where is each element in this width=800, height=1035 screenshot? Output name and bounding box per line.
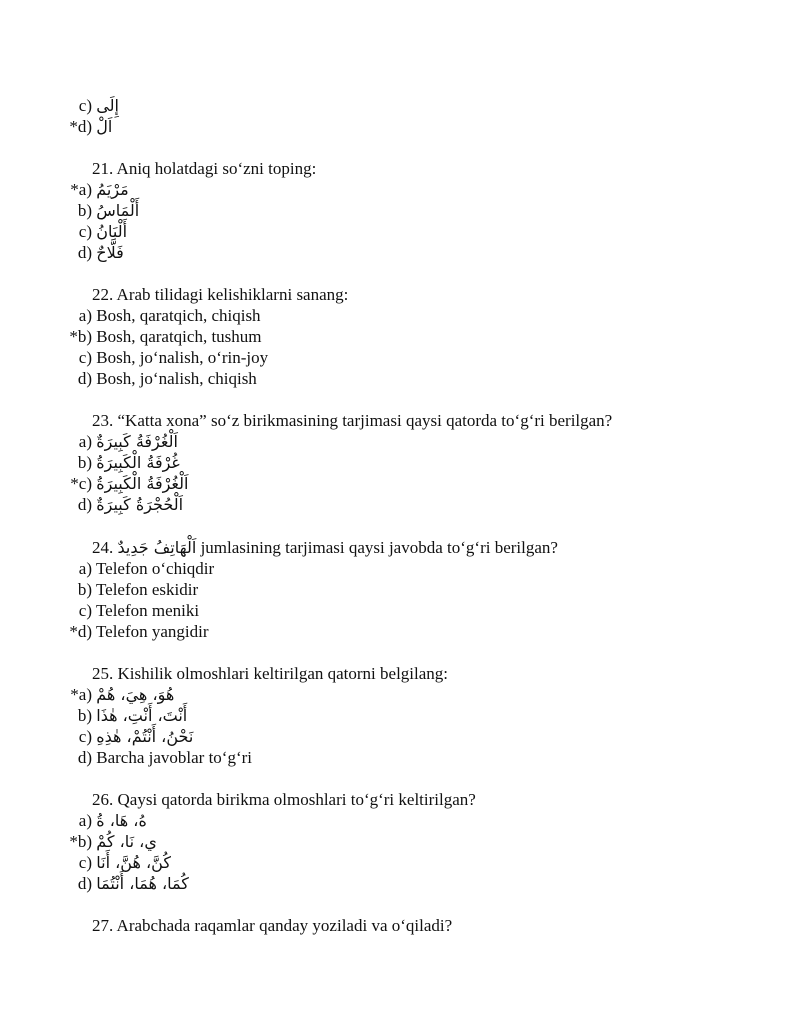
option-label: c) [78, 853, 92, 872]
list-item [0, 831, 157, 852]
option-text: أَلْمَاسُ [96, 201, 140, 220]
option-label: c) [78, 601, 92, 620]
option-label: *b) [69, 832, 92, 851]
option-text: Bosh, jo‘nalish, chiqish [96, 369, 257, 388]
option-label: c) [78, 222, 92, 241]
option-text: Telefon eskidir [95, 580, 199, 599]
option-label: *d) [69, 117, 92, 136]
list-item [0, 473, 188, 494]
question-title: 25. Kishilik olmoshlari keltirilgan qatorni belgilang: [92, 664, 449, 683]
option-text: أَنْتَ، أَنْتِ، هٰذَا [96, 706, 188, 725]
option-label: b) [77, 453, 92, 472]
option-text: كُمَا، هُمَا، أَنْتُمَا [96, 874, 189, 893]
list-item [0, 494, 183, 515]
option-text: اَلْغُرْفَةُ الْكَبِيرَةُ [96, 474, 189, 493]
option-label: c) [78, 727, 92, 746]
question-title: 26. Qaysi qatorda birikma olmoshlari to‘g‘ri keltirilgan? [92, 790, 476, 809]
option-text: فَلَّاحٌ [96, 243, 124, 262]
option-text: اَلْ [96, 117, 113, 136]
list-item [0, 200, 139, 221]
option-label: a) [78, 559, 92, 578]
question-title: 21. Aniq holatdagi so‘zni toping: [92, 159, 317, 178]
option-text: كُنَّ، هُنَّ، أَنَا [96, 853, 171, 872]
question-arabic-phrase: اَلْهَاتِفُ جَدِيدٌ [117, 538, 197, 557]
list-item [0, 621, 209, 642]
option-label: *d) [69, 622, 92, 641]
option-text: إِلَى [96, 96, 119, 115]
option-label: b) [77, 706, 92, 725]
question-text: jumlasining tarjimasi qaysi javobda to‘g‘ri berilgan? [200, 538, 558, 557]
list-item [0, 705, 187, 726]
option-text: Telefon meniki [95, 601, 200, 620]
option-label: *a) [70, 685, 92, 704]
question-title: 22. Arab tilidagi kelishiklarni sanang: [92, 285, 349, 304]
option-text: نَحْنُ، أَنْتُمْ، هٰذِهِ [96, 727, 194, 746]
list-item [0, 810, 147, 831]
option-label: *c) [70, 474, 92, 493]
option-text: Telefon yangidir [95, 622, 209, 641]
option-text: Bosh, jo‘nalish, o‘rin-joy [96, 348, 269, 367]
list-item [0, 600, 199, 621]
option-text: مَرْيَمُ [96, 180, 129, 199]
option-label: b) [77, 580, 92, 599]
list-item [0, 221, 127, 242]
option-text: اَلْحُجْرَةُ كَبِيرَةٌ [96, 495, 184, 514]
option-text: Bosh, qaratqich, tushum [96, 327, 262, 346]
list-item [0, 431, 178, 452]
list-item [0, 726, 193, 747]
option-label: *a) [70, 180, 92, 199]
list-item [0, 242, 124, 263]
option-text: Bosh, qaratqich, chiqish [96, 306, 261, 325]
list-item [0, 852, 171, 873]
option-label: d) [77, 874, 92, 893]
option-text: هُ، هَا، ةُ [96, 811, 147, 830]
option-label: a) [78, 306, 92, 325]
option-text: أَلْبَانُ [96, 222, 128, 241]
list-item [0, 305, 261, 326]
option-label: a) [78, 811, 92, 830]
list-item [0, 579, 198, 600]
option-text: غُرْفَةُ الْكَبِيرَةُ [96, 453, 180, 472]
option-label: c) [78, 96, 92, 115]
option-label: d) [77, 748, 92, 767]
option-text: Barcha javoblar to‘g‘ri [96, 748, 253, 767]
option-label: b) [77, 201, 92, 220]
list-item [0, 452, 180, 473]
option-text: Telefon o‘chiqdir [95, 559, 215, 578]
list-item [0, 558, 214, 579]
list-item [0, 368, 257, 389]
option-label: c) [78, 348, 92, 367]
list-item [0, 179, 129, 200]
list-item [0, 684, 174, 705]
list-item [0, 116, 112, 137]
question-title [0, 537, 558, 558]
list-item [0, 326, 262, 347]
option-label: d) [77, 243, 92, 262]
question-number: 24. [92, 538, 114, 557]
question-title: 23. “Katta xona” so‘z birikmasining tarjimasi qaysi qatorda to‘g‘ri berilgan? [92, 411, 613, 430]
option-label: d) [77, 495, 92, 514]
list-item [0, 347, 268, 368]
list-item [0, 95, 119, 116]
option-label: a) [78, 432, 92, 451]
option-text: ي، نَا، كُمْ [96, 832, 157, 851]
option-text: اَلْغُرْفَةُ كَبِيرَةٌ [96, 432, 178, 451]
list-item [0, 873, 189, 894]
option-label: d) [77, 369, 92, 388]
option-text: هُوَ، هِيَ، هُمْ [96, 685, 175, 704]
option-label: *b) [69, 327, 92, 346]
list-item [0, 747, 252, 768]
question-title: 27. Arabchada raqamlar qanday yoziladi va o‘qiladi? [92, 916, 453, 935]
